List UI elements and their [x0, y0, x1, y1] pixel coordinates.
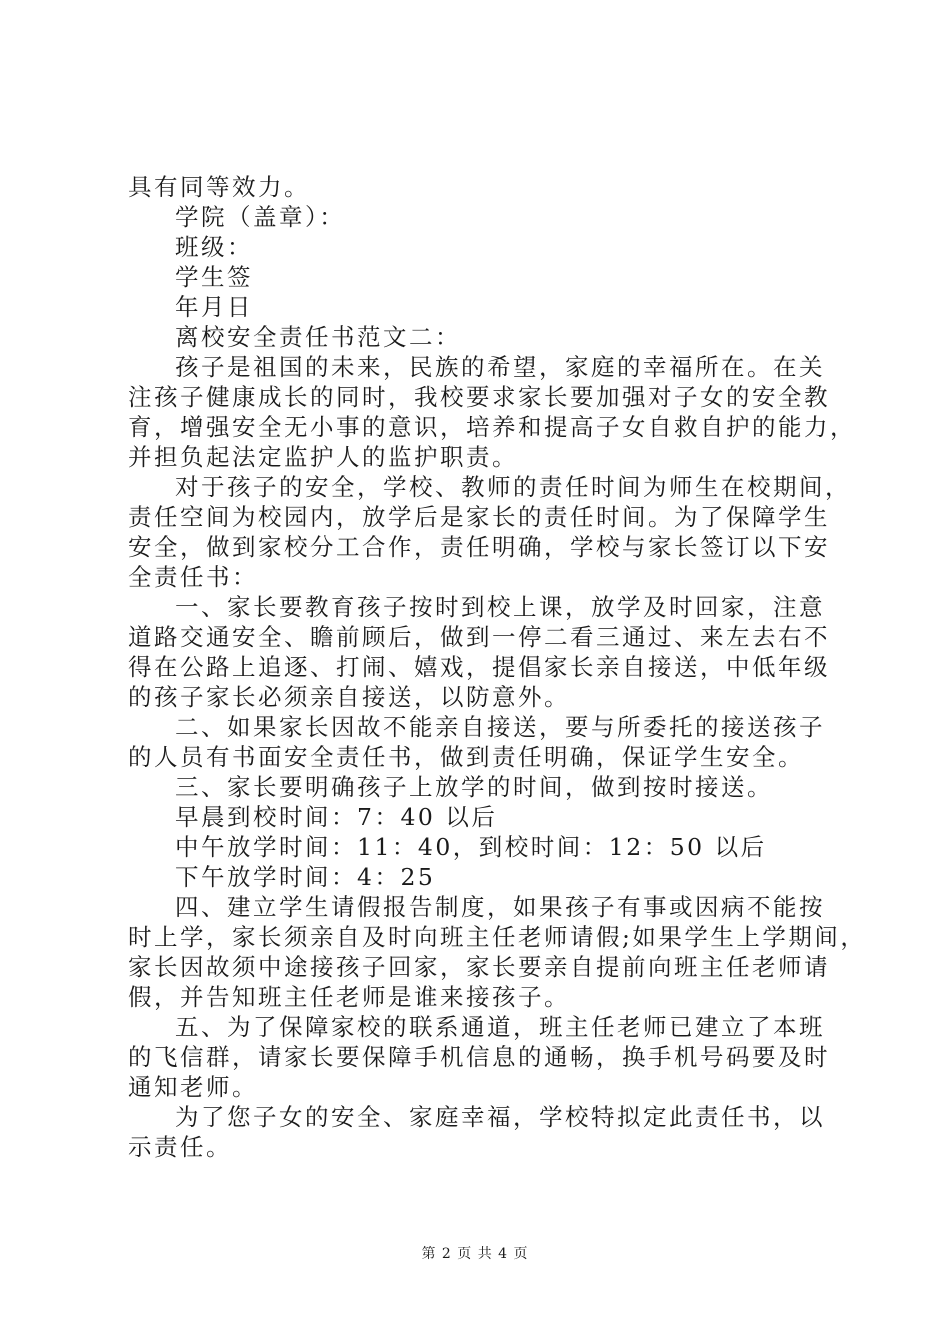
- text-line: 具有同等效力。: [128, 173, 310, 201]
- text-line: 注孩子健康成长的同时，我校要求家长要加强对子女的安全教: [128, 383, 830, 411]
- text-line: 下午放学时间：4：25: [175, 863, 436, 891]
- page-number-indicator: 第 2 页 共 4 页: [421, 1246, 529, 1262]
- text-line: 通知老师。: [128, 1073, 258, 1101]
- text-line: 早晨到校时间：7：40 以后: [175, 803, 498, 831]
- text-line: 时上学，家长须亲自及时向班主任老师请假;如果学生上学期间，: [128, 923, 867, 951]
- text-line: 学院（盖章）：: [175, 203, 346, 231]
- text-line: 示责任。: [128, 1133, 232, 1161]
- text-line: 的飞信群，请家长要保障手机信息的通畅，换手机号码要及时: [128, 1043, 830, 1071]
- text-line: 全责任书：: [128, 563, 258, 591]
- text-line: 并担负起法定监护人的监护职责。: [128, 443, 518, 471]
- text-line: 三、家长要明确孩子上放学的时间，做到按时接送。: [175, 773, 773, 801]
- document-body: [128, 172, 867, 1162]
- text-line: 得在公路上追逐、打闹、嬉戏，提倡家长亲自接送，中低年级: [128, 653, 830, 681]
- text-line: 安全，做到家校分工合作，责任明确，学校与家长签订以下安: [128, 533, 830, 561]
- text-line: 中午放学时间：11：40，到校时间：12：50 以后: [175, 833, 767, 861]
- text-line: 育，增强安全无小事的意识，培养和提高子女自救自护的能力，: [128, 413, 856, 441]
- text-line: 班级：: [175, 233, 253, 261]
- text-line: 二、如果家长因故不能亲自接送，要与所委托的接送孩子: [175, 713, 825, 741]
- text-line: 对于孩子的安全，学校、教师的责任时间为师生在校期间，: [175, 473, 851, 501]
- text-line: 的人员有书面安全责任书，做到责任明确，保证学生安全。: [128, 743, 804, 771]
- text-line: 五、为了保障家校的联系通道，班主任老师已建立了本班: [175, 1013, 825, 1041]
- text-line: 一、家长要教育孩子按时到校上课，放学及时回家，注意: [175, 593, 825, 621]
- text-line: 四、建立学生请假报告制度，如果孩子有事或因病不能按: [175, 893, 825, 921]
- page-footer: [0, 1244, 950, 1264]
- text-line: 家长因故须中途接孩子回家，家长要亲自提前向班主任老师请: [128, 953, 830, 981]
- text-line: 离校安全责任书范文二：: [175, 323, 461, 351]
- text-line: 的孩子家长必须亲自接送，以防意外。: [128, 683, 570, 711]
- text-line: 为了您子女的安全、家庭幸福，学校特拟定此责任书，以: [175, 1103, 825, 1131]
- text-line: 道路交通安全、瞻前顾后，做到一停二看三通过、来左去右不: [128, 623, 830, 651]
- text-line: 孩子是祖国的未来，民族的希望，家庭的幸福所在。在关: [175, 353, 825, 381]
- text-line: 学生签: [175, 263, 253, 291]
- text-line: 责任空间为校园内，放学后是家长的责任时间。为了保障学生: [128, 503, 830, 531]
- text-line: 假，并告知班主任老师是谁来接孩子。: [128, 983, 570, 1011]
- text-line: 年月日: [175, 293, 253, 321]
